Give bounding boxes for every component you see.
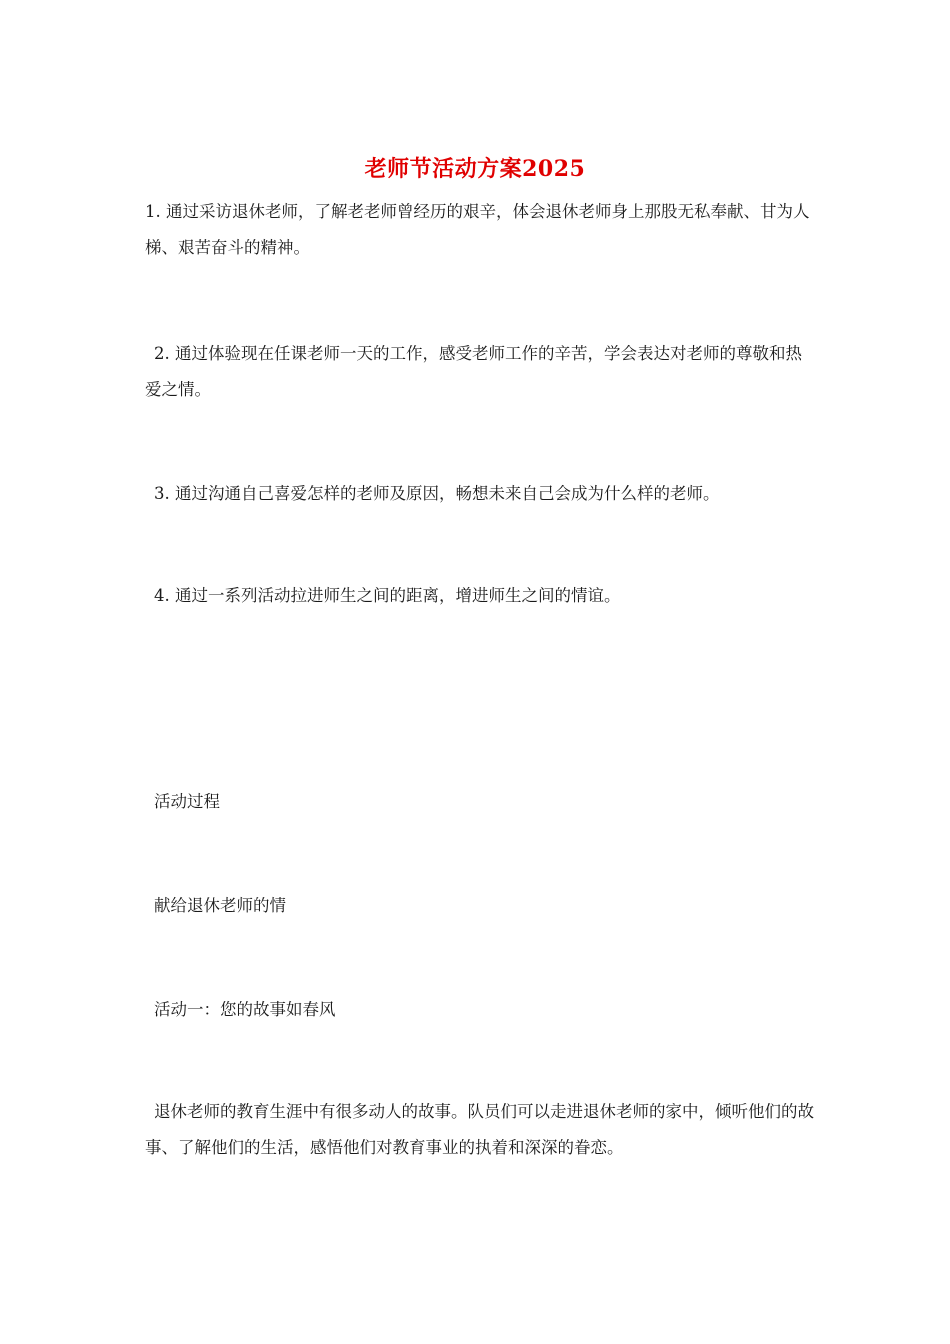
section-heading-retired-teachers: 献给退休老师的情 xyxy=(154,896,286,915)
paragraph-goal-3: 3. 通过沟通自己喜爱怎样的老师及原因，畅想未来自己会成为什么样的老师。 xyxy=(154,484,720,503)
paragraph-activity-one-description: 退休老师的教育生涯中有很多动人的故事。队员们可以走进退休老师的家中，倾听他们的故事、了解他们的生活，感悟他们对教育事业的执着和深深的眷恋。 xyxy=(145,1102,814,1157)
section-heading-activity-one: 活动一：您的故事如春风 xyxy=(154,1000,336,1019)
paragraph-goal-1: 1. 通过采访退休老师，了解老老师曾经历的艰辛，体会退休老师身上那股无私奉献、甘为人梯、艰苦奋斗的精神。 xyxy=(145,202,810,257)
paragraph-goal-4: 4. 通过一系列活动拉进师生之间的距离，增进师生之间的情谊。 xyxy=(154,586,621,605)
section-heading-activity-process: 活动过程 xyxy=(154,792,220,811)
document-title: 老师节活动方案2025 xyxy=(364,156,586,182)
paragraph-goal-2: 2. 通过体验现在任课老师一天的工作，感受老师工作的辛苦，学会表达对老师的尊敬和热爱之情。 xyxy=(145,344,802,399)
